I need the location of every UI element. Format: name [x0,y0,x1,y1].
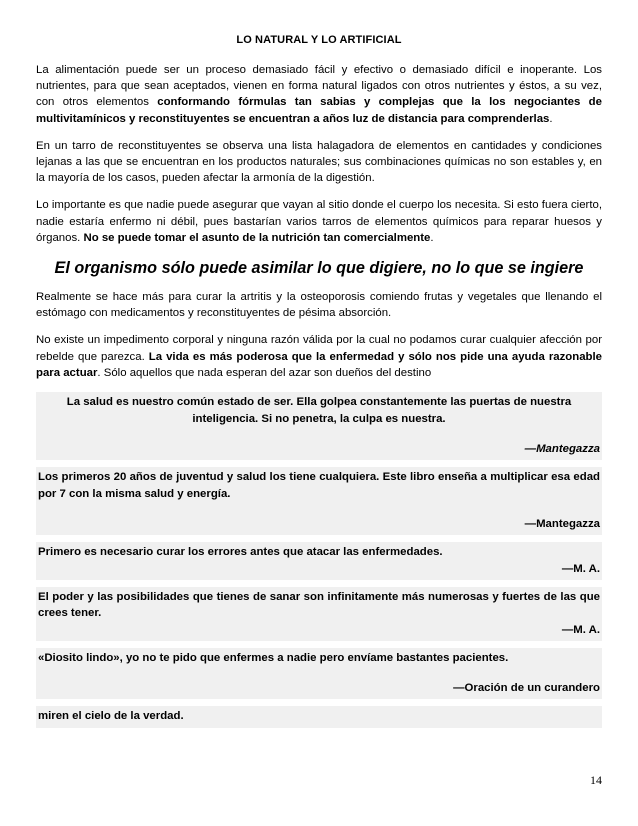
quote-author: —M. A. [561,623,600,636]
quote-text: miren el cielo de la verdad. [38,710,184,723]
quote-block [36,587,602,641]
paragraph-2: En un tarro de reconstituyentes se observa una lista halagadora de elementos en cantidades y condiciones lejanas a las que se encuentran en los productos naturales; sus combinaciones químicas no son estables y, en la mayoría de los casos, pueden afectar la armonía de la digestión. [36,139,602,185]
quote-text: Los primeros 20 años de juventud y salud los tiene cualquiera. Este libro enseña a multiplicar esa edad por 7 con la misma salud y energía. [38,471,600,500]
quote-block [36,706,602,728]
paragraph-1 [36,62,602,127]
quote-text: «Diosito lindo», yo no te pido que enfermes a nadie pero envíame bastantes pacientes. [38,651,509,664]
paragraph-3-bold: No se puede tomar el asunto de la nutrición tan comercialmente [83,231,431,244]
quote-block [36,392,602,460]
quote-text: El poder y las posibilidades que tienes de sanar son infinitamente más numerosas y fuertes de las que crees tener. [38,590,600,620]
page-content [36,34,602,735]
quote-block [36,542,602,580]
paragraph-5 [36,332,602,381]
paragraph-1-bold: conformando fórmulas tan sabias y complejas que la los negociantes de multivitamínicos y reconstituyentes se encuentran a años luz de distancia para comprenderlas [36,96,602,125]
paragraph-5-end: . Sólo aquellos que nada esperan del azar son dueños del destino [97,366,432,379]
paragraph-1-end: . [549,112,553,125]
quote-text: Primero es necesario curar los errores antes que atacar las enfermedades. [38,546,443,559]
quote-author: —Mantegazza [524,518,600,531]
paragraph-3-end: . [430,231,434,244]
paragraph-5-bold: La vida es más poderosa que la enfermedad y sólo nos pide una ayuda razonable para actuar [36,350,602,379]
paragraph-1-text: La alimentación puede ser un proceso demasiado fácil y efectivo o demasiado difícil e inoperante. Los nutrientes, para que sean aceptados, vienen en forma natural ligados con otros nutrientes y éstos, a su vez, con otros elementos [36,64,602,109]
quotes-list [36,392,602,728]
quote-author: —M. A. [561,562,600,575]
page-title: LO NATURAL Y LO ARTIFICIAL [236,34,402,46]
paragraph-4: Realmente se hace más para curar la artritis y la osteoporosis comiendo frutas y vegetales que llenando el estómago con medicamentos y reconstituyentes de pésima absorción. [36,291,602,320]
paragraph-3 [36,197,602,246]
paragraph-3-text: Lo importante es que nadie puede asegurar que vayan al sitio donde el cuerpo los necesita. Si esto fuera cierto, nadie estaría enfermo ni débil, pues bastarían varios tarros de elementos químicos para reparar huesos y órganos. [36,199,602,244]
quote-text: La salud es nuestro común estado de ser. Ella golpea constantemente las puertas de nuestra inteligencia. Si no penetra, la culpa es nuestra. [66,396,572,425]
quote-author: —Oración de un curandero [453,682,600,695]
section-subheading: El organismo sólo puede asimilar lo que digiere, no lo que se ingiere [54,259,584,278]
page-number: 14 [590,773,602,787]
quote-block [36,467,602,535]
quote-block [36,648,602,700]
paragraph-5-text: No existe un impedimento corporal y ninguna razón válida por la cual no podamos curar cualquier afección por rebelde que parezca. [36,334,602,363]
quote-author: —Mantegazza [524,443,600,456]
